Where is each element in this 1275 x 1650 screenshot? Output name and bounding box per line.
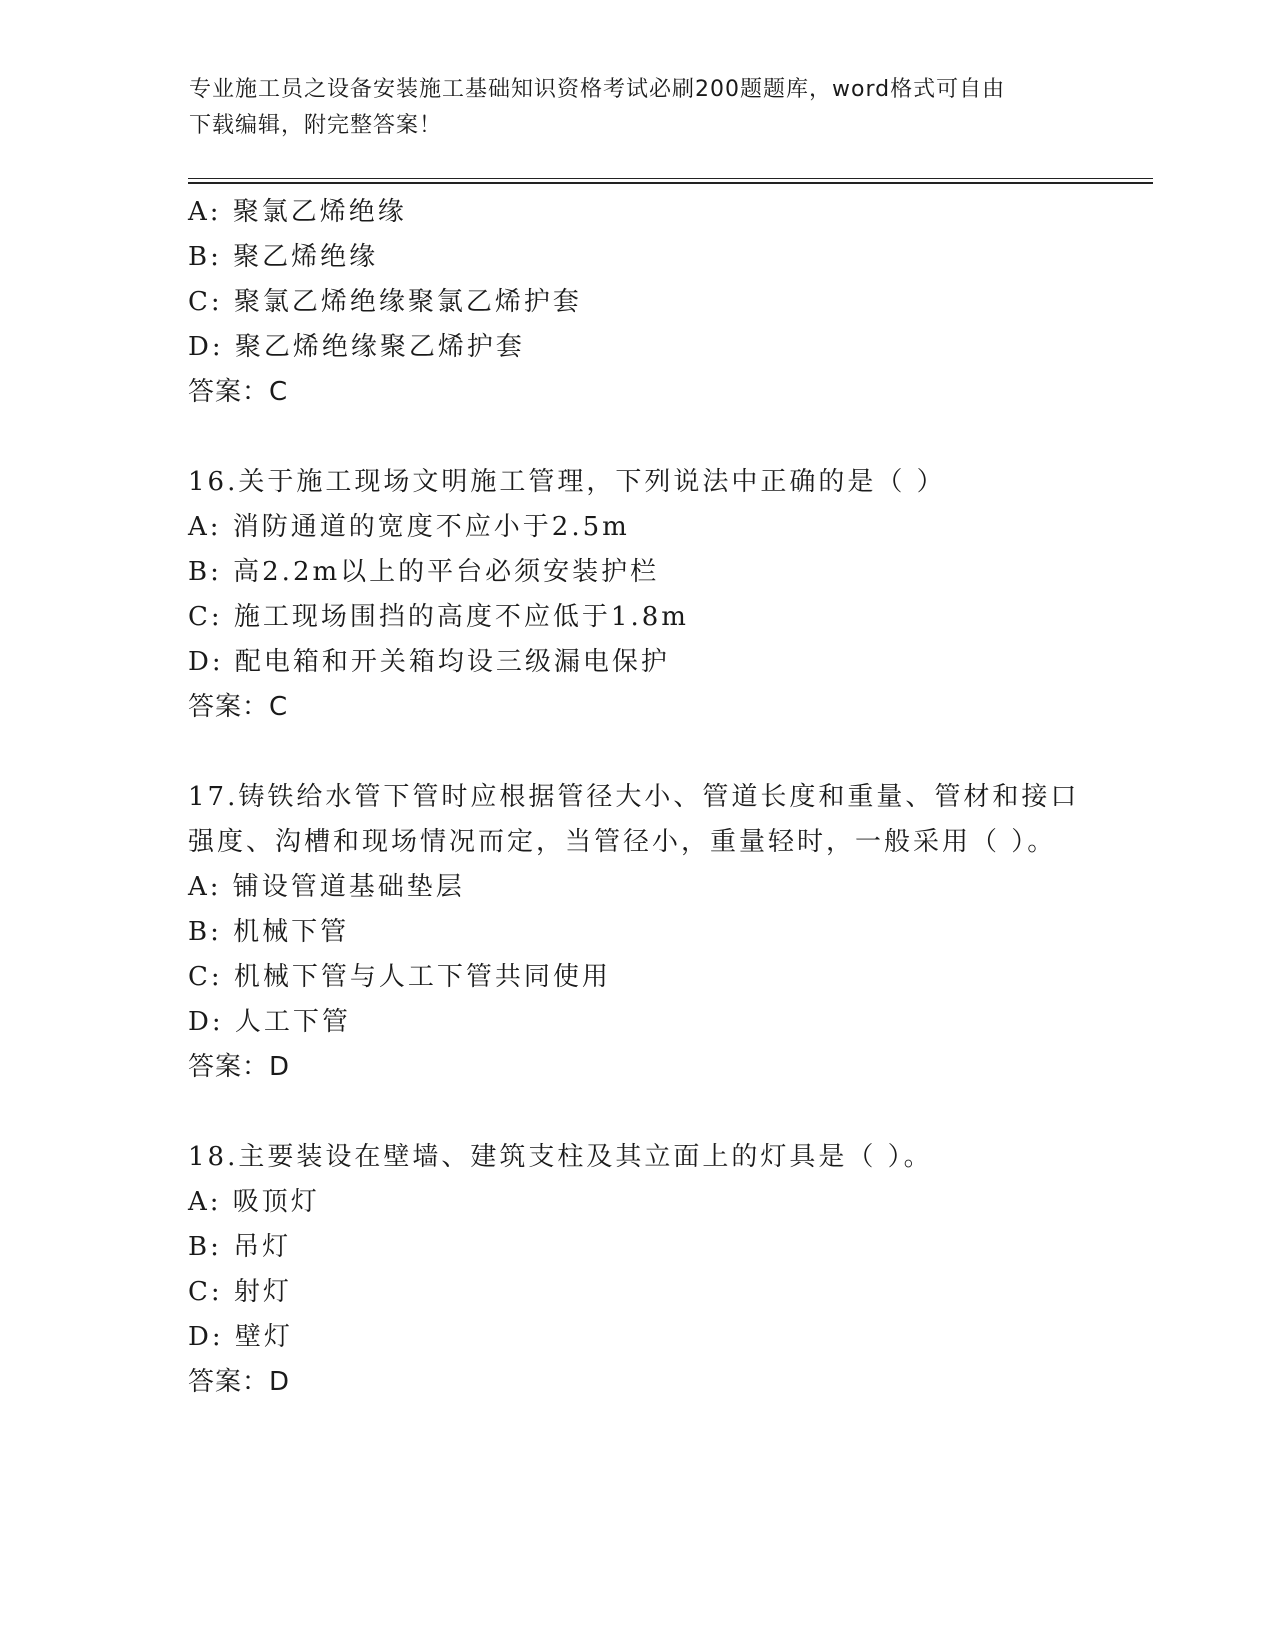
spacer (188, 415, 1108, 460)
option-a: A: 消防通道的宽度不应小于2.5m (188, 512, 630, 542)
question-stem-line-1: 17.铸铁给水管下管时应根据管径大小、管道长度和重量、管材和接口 (188, 782, 1080, 812)
option-a: A: 铺设管道基础垫层 (188, 872, 465, 902)
option-c: C: 机械下管与人工下管共同使用 (188, 962, 611, 992)
question-17 (188, 775, 1108, 1090)
header-divider-thin (188, 178, 1153, 179)
document-header (189, 72, 1089, 144)
option-d: D: 配电箱和开关箱均设三级漏电保护 (188, 647, 670, 677)
option-d: D: 人工下管 (188, 1007, 351, 1037)
question-18 (188, 1135, 1108, 1405)
option-b: B: 机械下管 (188, 917, 350, 947)
option-a: A: 聚氯乙烯绝缘 (188, 197, 407, 227)
spacer (188, 730, 1108, 775)
header-line-1: 专业施工员之设备安装施工基础知识资格考试必刷200题题库，word格式可自由 (189, 77, 1006, 102)
header-divider-thick (188, 182, 1153, 184)
option-c: C: 施工现场围挡的高度不应低于1.8m (188, 602, 689, 632)
question-list (188, 190, 1108, 1405)
answer: 答案：D (188, 1052, 291, 1082)
answer: 答案：C (188, 377, 289, 407)
answer: 答案：D (188, 1367, 291, 1397)
header-line-2: 下载编辑，附完整答案！ (189, 113, 443, 138)
answer: 答案：C (188, 692, 289, 722)
option-c: C: 聚氯乙烯绝缘聚氯乙烯护套 (188, 287, 582, 317)
question-16 (188, 460, 1108, 730)
question-stem: 18.主要装设在壁墙、建筑支柱及其立面上的灯具是（ ）。 (188, 1142, 933, 1172)
option-c: C: 射灯 (188, 1277, 292, 1307)
option-a: A: 吸顶灯 (188, 1187, 320, 1217)
question-15 (188, 190, 1108, 415)
spacer (188, 1090, 1108, 1135)
option-b: B: 聚乙烯绝缘 (188, 242, 379, 272)
option-b: B: 高2.2m以上的平台必须安装护栏 (188, 557, 660, 587)
question-stem: 16.关于施工现场文明施工管理，下列说法中正确的是（ ） (188, 467, 946, 497)
option-d: D: 壁灯 (188, 1322, 293, 1352)
question-stem-line-2: 强度、沟槽和现场情况而定，当管径小，重量轻时，一般采用（ ）。 (188, 827, 1057, 857)
option-d: D: 聚乙烯绝缘聚乙烯护套 (188, 332, 525, 362)
option-b: B: 吊灯 (188, 1232, 292, 1262)
